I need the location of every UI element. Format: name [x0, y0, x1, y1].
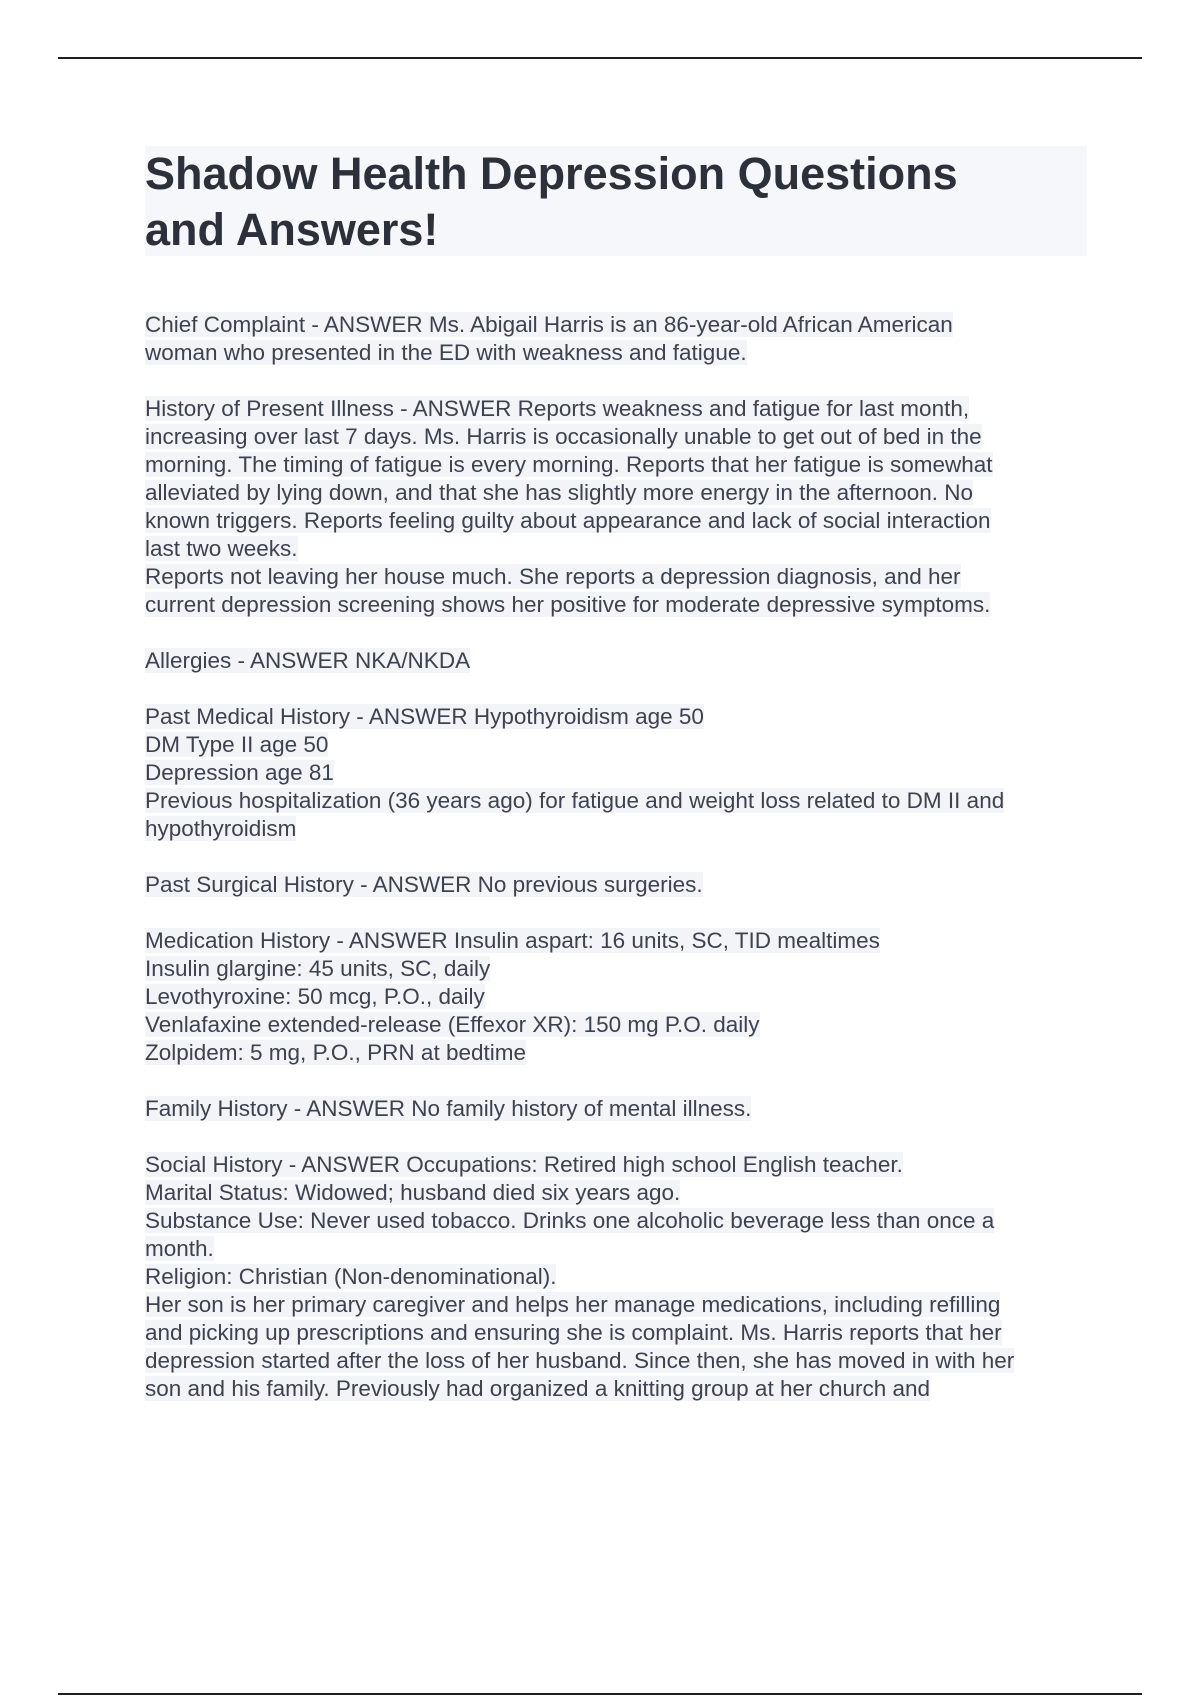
text-line-content: Marital Status: Widowed; husband died six years ago.	[145, 1180, 681, 1205]
bottom-rule	[58, 1693, 1142, 1695]
text-line	[145, 647, 1095, 675]
qa-paragraph	[145, 647, 1095, 675]
text-line	[145, 1179, 1095, 1207]
text-line	[145, 759, 1095, 787]
qa-paragraph	[145, 1095, 1095, 1123]
text-line-content: Previous hospitalization (36 years ago) for fatigue and weight loss related to DM II and	[145, 788, 1005, 813]
text-line	[145, 423, 1095, 451]
text-line	[145, 955, 1095, 983]
text-line	[145, 395, 1095, 423]
text-line-content: son and his family. Previously had organized a knitting group at her church and	[145, 1376, 931, 1401]
text-line-content: Medication History - ANSWER Insulin aspart: 16 units, SC, TID mealtimes	[145, 928, 880, 953]
text-line	[145, 927, 1095, 955]
text-line	[145, 479, 1095, 507]
text-line	[145, 871, 1095, 899]
text-line-content: morning. The timing of fatigue is every morning. Reports that her fatigue is somewhat	[145, 452, 993, 477]
text-line-content: Substance Use: Never used tobacco. Drinks one alcoholic beverage less than once a	[145, 1208, 995, 1233]
text-line-content: Chief Complaint - ANSWER Ms. Abigail Harris is an 86-year-old African American	[145, 312, 953, 337]
page-title	[145, 146, 958, 258]
text-line-content: DM Type II age 50	[145, 732, 329, 757]
text-line	[145, 311, 1095, 339]
text-line	[145, 787, 1095, 815]
text-line-content: depression started after the loss of her husband. Since then, she has moved in with her	[145, 1348, 1015, 1373]
qa-paragraph	[145, 703, 1095, 843]
text-line	[145, 1291, 1095, 1319]
text-line	[145, 1347, 1095, 1375]
qa-paragraph	[145, 395, 1095, 619]
text-line-content: Past Surgical History - ANSWER No previous surgeries.	[145, 872, 703, 897]
text-line-content: History of Present Illness - ANSWER Reports weakness and fatigue for last month,	[145, 396, 970, 421]
text-line-content: hypothyroidism	[145, 816, 297, 841]
text-line-content: Zolpidem: 5 mg, P.O., PRN at bedtime	[145, 1040, 526, 1065]
text-line	[145, 703, 1095, 731]
text-line-content: alleviated by lying down, and that she has slightly more energy in the afternoon. No	[145, 480, 973, 505]
text-line	[145, 1151, 1095, 1179]
qa-paragraph	[145, 871, 1095, 899]
qa-paragraph	[145, 927, 1095, 1067]
title-line: and Answers!	[145, 204, 439, 255]
top-rule	[58, 57, 1142, 59]
text-line-content: Past Medical History - ANSWER Hypothyroidism age 50	[145, 704, 704, 729]
document-body	[145, 311, 1095, 1431]
text-line-content: current depression screening shows her positive for moderate depressive symptoms.	[145, 592, 991, 617]
qa-paragraph	[145, 311, 1095, 367]
text-line-content: last two weeks.	[145, 536, 298, 561]
text-line	[145, 1319, 1095, 1347]
text-line-content: month.	[145, 1236, 214, 1261]
text-line-content: Reports not leaving her house much. She reports a depression diagnosis, and her	[145, 564, 961, 589]
text-line-content: Depression age 81	[145, 760, 334, 785]
text-line-content: Allergies - ANSWER NKA/NKDA	[145, 648, 471, 673]
text-line	[145, 1011, 1095, 1039]
text-line-content: Social History - ANSWER Occupations: Retired high school English teacher.	[145, 1152, 903, 1177]
text-line	[145, 1207, 1095, 1235]
text-line	[145, 815, 1095, 843]
text-line	[145, 1263, 1095, 1291]
text-line	[145, 983, 1095, 1011]
text-line-content: increasing over last 7 days. Ms. Harris is occasionally unable to get out of bed in the	[145, 424, 982, 449]
text-line	[145, 731, 1095, 759]
text-line-content: known triggers. Reports feeling guilty about appearance and lack of social interaction	[145, 508, 991, 533]
text-line	[145, 451, 1095, 479]
text-line-content: Venlafaxine extended-release (Effexor XR): 150 mg P.O. daily	[145, 1012, 760, 1037]
text-line-content: and picking up prescriptions and ensuring she is complaint. Ms. Harris reports that her	[145, 1320, 1002, 1345]
text-line	[145, 507, 1095, 535]
text-line	[145, 1235, 1095, 1263]
text-line	[145, 1039, 1095, 1067]
text-line	[145, 591, 1095, 619]
text-line-content: woman who presented in the ED with weakness and fatigue.	[145, 340, 747, 365]
text-line-content: Religion: Christian (Non-denominational).	[145, 1264, 557, 1289]
qa-paragraph	[145, 1151, 1095, 1403]
text-line	[145, 1375, 1095, 1403]
text-line	[145, 535, 1095, 563]
text-line	[145, 339, 1095, 367]
title-line: Shadow Health Depression Questions	[145, 148, 958, 199]
text-line-content: Levothyroxine: 50 mcg, P.O., daily	[145, 984, 485, 1009]
text-line	[145, 563, 1095, 591]
text-line	[145, 1095, 1095, 1123]
text-line-content: Her son is her primary caregiver and helps her manage medications, including refilling	[145, 1292, 1001, 1317]
title-block	[145, 146, 1087, 256]
text-line-content: Insulin glargine: 45 units, SC, daily	[145, 956, 491, 981]
text-line-content: Family History - ANSWER No family history of mental illness.	[145, 1096, 752, 1121]
